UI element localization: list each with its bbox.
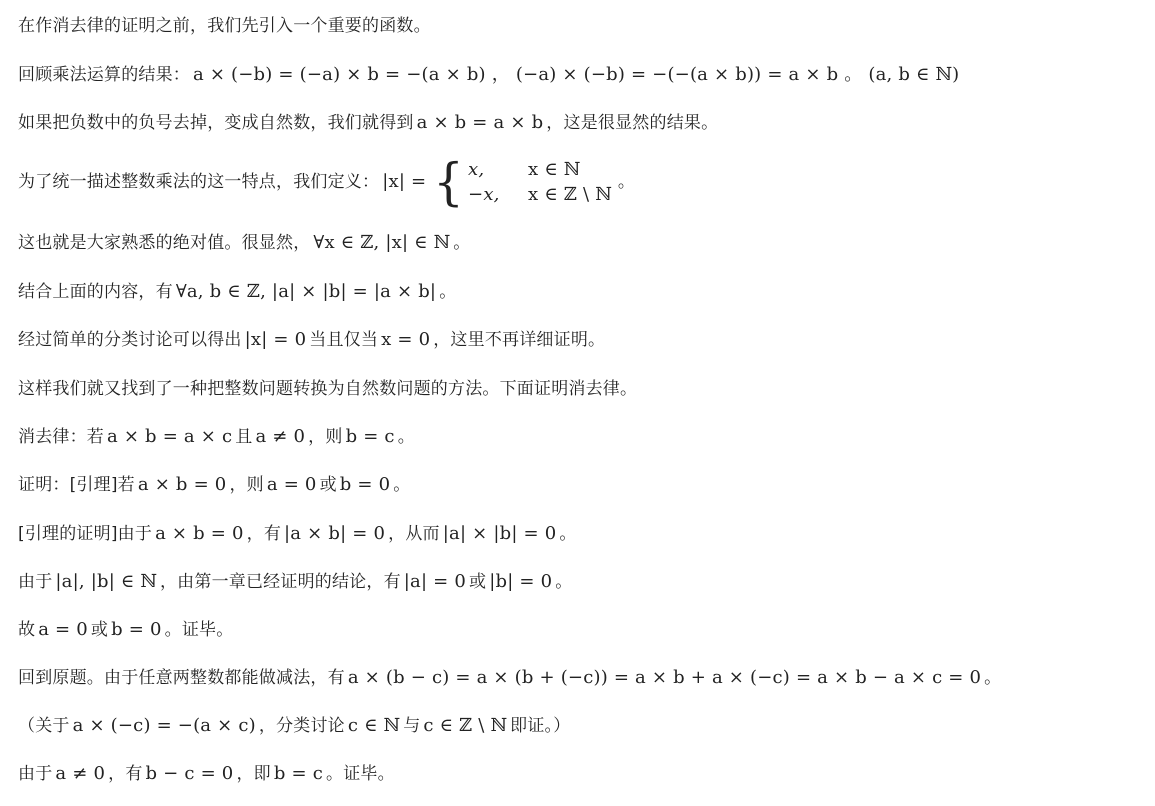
math-expression: a × b = a × c <box>107 426 233 447</box>
text: ，分类讨论 <box>258 716 345 736</box>
math-expression: b − c = 0 <box>145 763 234 784</box>
text: 经过简单的分类讨论可以得出 <box>18 330 242 350</box>
text: ，这里不再详细证明。 <box>433 330 606 350</box>
math-expression: ∀a, b ∈ ℤ, |a| × |b| = |a × b| <box>175 281 437 302</box>
text: （关于 <box>18 716 70 736</box>
text: 。 <box>559 524 577 544</box>
math-expression: |b| = 0 <box>489 571 553 592</box>
text: 且 <box>235 427 253 447</box>
text: 。 <box>397 427 415 447</box>
case-condition: x ∈ ℤ \ ℕ <box>528 184 612 205</box>
paragraph-lemma <box>18 472 410 498</box>
text: ，从而 <box>388 524 440 544</box>
math-expression: c ∈ ℕ <box>347 715 401 736</box>
case-condition: x ∈ ℕ <box>528 159 581 180</box>
text: ，则 <box>229 475 264 495</box>
math-expression: b = c <box>273 763 323 784</box>
text: ，由第一章已经证明的结论，有 <box>159 572 401 592</box>
math-expression: ∀x ∈ ℤ, |x| ∈ ℕ <box>313 232 451 253</box>
text: 这也就是大家熟悉的绝对值。很显然， <box>18 233 311 253</box>
math-expression: |a × b| = 0 <box>284 523 386 544</box>
math-expression: a ≠ 0 <box>255 426 306 447</box>
text: 为了统一描述整数乘法的这一特点，我们定义： <box>18 172 380 192</box>
paragraph-abs-value <box>18 230 470 256</box>
text: 。 <box>555 572 573 592</box>
case-row <box>468 157 612 182</box>
math-expression: |x| = 0 <box>244 329 307 350</box>
text: ，则 <box>308 427 343 447</box>
math-expression: x = 0 <box>381 329 431 350</box>
math-expression: c ∈ ℤ \ ℕ <box>423 715 508 736</box>
paragraph-remove-sign <box>18 110 718 136</box>
text: ，有 <box>108 764 143 784</box>
paragraph-intro <box>18 13 431 39</box>
math-expression: |a| × |b| = 0 <box>442 523 557 544</box>
case-row <box>468 182 612 207</box>
text: ，有 <box>246 524 282 544</box>
text: 。 <box>439 282 457 302</box>
paragraph-natural-numbers <box>18 569 572 595</box>
math-expression: a × b = 0 <box>137 474 227 495</box>
math-expression: a × (−b) = (−a) × b = −(a × b) ， (−a) × (−b) = −(−(a × b)) = a × b 。 (a, b ∈ ℕ) <box>193 64 960 85</box>
text: 。证毕。 <box>164 620 234 640</box>
paragraph-cancellation-law <box>18 424 415 450</box>
text: 如果把负数中的负号去掉，变成自然数，我们就得到 <box>18 113 414 133</box>
paragraph-lemma-proof <box>18 521 577 547</box>
text: 。 <box>984 668 1002 688</box>
math-expression: b = c <box>345 426 395 447</box>
text: 或 <box>319 475 337 495</box>
text: 回顾乘法运算的结果： <box>18 65 190 85</box>
math-expression: a × b = 0 <box>155 523 244 544</box>
math-expression: |a| = 0 <box>403 571 467 592</box>
text: 证明：[引理]若 <box>18 475 135 495</box>
paragraph-method <box>18 376 637 402</box>
text: [引理的证明]由于 <box>18 524 153 544</box>
piecewise-definition <box>433 152 612 212</box>
text: 。 <box>453 233 471 253</box>
math-expression: a = 0 <box>266 474 317 495</box>
text: 由于 <box>18 572 53 592</box>
paragraph-abs-zero <box>18 327 605 353</box>
paragraph-abs-definition <box>18 150 635 214</box>
text: 。 <box>393 475 411 495</box>
text: 或 <box>90 620 109 640</box>
text: 故 <box>18 620 36 640</box>
text: 即证。） <box>510 716 571 736</box>
paragraph-back-to-problem <box>18 665 1001 691</box>
text: 当且仅当 <box>309 330 379 350</box>
paragraph-abs-product <box>18 279 456 305</box>
text: 回到原题。由于任意两整数都能做减法，有 <box>18 668 345 688</box>
text: 。 <box>617 172 636 192</box>
math-expression: a × (b − c) = a × (b + (−c)) = a × b + a × (−c) = a × b − a × c = 0 <box>347 667 982 688</box>
paragraph-therefore <box>18 617 233 643</box>
left-brace: { <box>433 152 465 212</box>
math-expression: a = 0 <box>38 619 88 640</box>
text: ，即 <box>236 764 271 784</box>
text: 消去律：若 <box>18 427 104 447</box>
text: 。证毕。 <box>326 764 395 784</box>
math-expression: a × b = a × b <box>416 112 544 133</box>
math-expression: b = 0 <box>339 474 391 495</box>
paragraph-recall-multiplication <box>18 62 962 88</box>
math-expression: |x| = <box>382 171 427 192</box>
text: 或 <box>469 572 487 592</box>
text: 由于 <box>18 764 53 784</box>
math-expression: |a|, |b| ∈ ℕ <box>55 571 157 592</box>
math-expression: b = 0 <box>111 619 162 640</box>
text: 在作消去律的证明之前，我们先引入一个重要的函数。 <box>18 16 431 36</box>
math-expression: a ≠ 0 <box>55 763 106 784</box>
text: 与 <box>403 716 421 736</box>
paragraph-conclusion <box>18 761 395 787</box>
text: 这样我们就又找到了一种把整数问题转换为自然数问题的方法。下面证明消去律。 <box>18 379 638 399</box>
paragraph-note <box>18 713 570 739</box>
text: ，这是很显然的结果。 <box>546 113 719 133</box>
text: 结合上面的内容，有 <box>18 282 173 302</box>
math-expression: a × (−c) = −(a × c) <box>72 715 256 736</box>
case-value: x, <box>468 159 485 180</box>
case-value: −x, <box>468 184 500 205</box>
